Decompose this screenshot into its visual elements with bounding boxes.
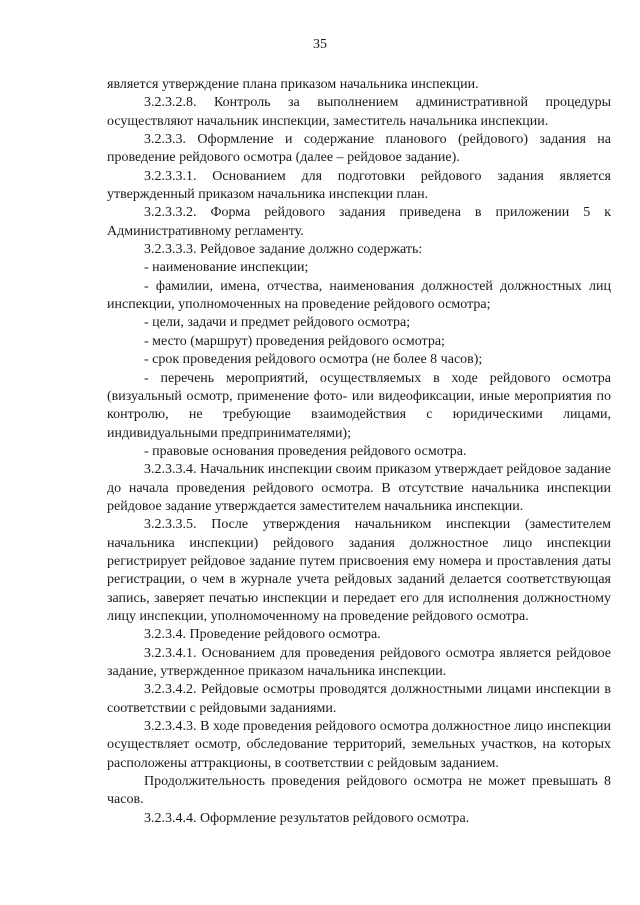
list-item: - наименование инспекции; bbox=[144, 260, 309, 276]
paragraph-3-2-3-3: 3.2.3.3. Оформление и содержание планового (рейдового) задания на проведение рейдового осмотра (далее – рейдовое задание). bbox=[107, 132, 611, 166]
page-number: 35 bbox=[313, 37, 327, 52]
paragraph-3-2-3-4: 3.2.3.4. Проведение рейдового осмотра. bbox=[144, 627, 381, 643]
paragraph-3-2-3-3-3: 3.2.3.3.3. Рейдовое задание должно содержать: bbox=[144, 242, 423, 258]
paragraph-3-2-3-3-5: 3.2.3.3.5. После утверждения начальником инспекции (заместителем начальника инспекции) рейдового задания должностное лицо инспекции регистрирует рейдовое задание путем присвоения ему номера и проставления даты регистрации, о чем в журнале учета рейдовых заданий делается соответствующая запись, заверяет печатью инспекции и передает его для исполнения должностному лицу инспекции, уполномоченному на проведение рейдового осмотра. bbox=[107, 517, 611, 624]
paragraph-3-2-3-3-4: 3.2.3.3.4. Начальник инспекции своим приказом утверждает рейдовое задание до начала проведения рейдового осмотра. В отсутствие начальника инспекции рейдовое задание утверждается заместителем начальника инспекции. bbox=[107, 462, 611, 514]
paragraph-3-2-3-4-1: 3.2.3.4.1. Основанием для проведения рейдового осмотра является рейдовое задание, утвержденное приказом начальника инспекции. bbox=[107, 645, 611, 679]
list-item: - правовые основания проведения рейдового осмотра. bbox=[144, 443, 467, 459]
paragraph-continuation: является утверждение плана приказом начальника инспекции. bbox=[107, 77, 479, 92]
list-item: - цели, задачи и предмет рейдового осмотра; bbox=[144, 315, 411, 331]
paragraph-duration: Продолжительность проведения рейдового осмотра не может превышать 8 часов. bbox=[107, 774, 611, 808]
paragraph-3-2-3-2-8: 3.2.3.2.8. Контроль за выполнением административной процедуры осуществляют начальник инспекции, заместитель начальника инспекции. bbox=[107, 95, 611, 129]
list-item: - срок проведения рейдового осмотра (не более 8 часов); bbox=[144, 352, 483, 368]
list-item: - перечень мероприятий, осуществляемых в ходе рейдового осмотра (визуальный осмотр, применение фото- или видеофиксации, иные мероприятия по контролю, не требующие взаимодействия с юридическими лицами, индивидуальными предпринимателями); bbox=[107, 370, 611, 441]
list-item: - место (маршрут) проведения рейдового осмотра; bbox=[144, 333, 445, 349]
list-item: - фамилии, имена, отчества, наименования должностей должностных лиц инспекции, уполномоченных на проведение рейдового осмотра; bbox=[107, 278, 611, 313]
paragraph-3-2-3-3-2: 3.2.3.3.2. Форма рейдового задания приведена в приложении 5 к Административному регламенту. bbox=[107, 205, 611, 239]
paragraph-3-2-3-4-4: 3.2.3.4.4. Оформление результатов рейдового осмотра. bbox=[144, 810, 470, 826]
paragraph-3-2-3-4-2: 3.2.3.4.2. Рейдовые осмотры проводятся должностными лицами инспекции в соответствии с рейдовыми заданиями. bbox=[107, 682, 611, 716]
document-body bbox=[107, 76, 611, 828]
paragraph-3-2-3-4-3: 3.2.3.4.3. В ходе проведения рейдового осмотра должностное лицо инспекции осуществляет осмотр, обследование территорий, земельных участков, на которых расположены аттракционы, в соответствии с рейдовым заданием. bbox=[107, 719, 611, 771]
paragraph-3-2-3-3-1: 3.2.3.3.1. Основанием для подготовки рейдового задания является утвержденный приказом начальника инспекции план. bbox=[107, 168, 611, 203]
